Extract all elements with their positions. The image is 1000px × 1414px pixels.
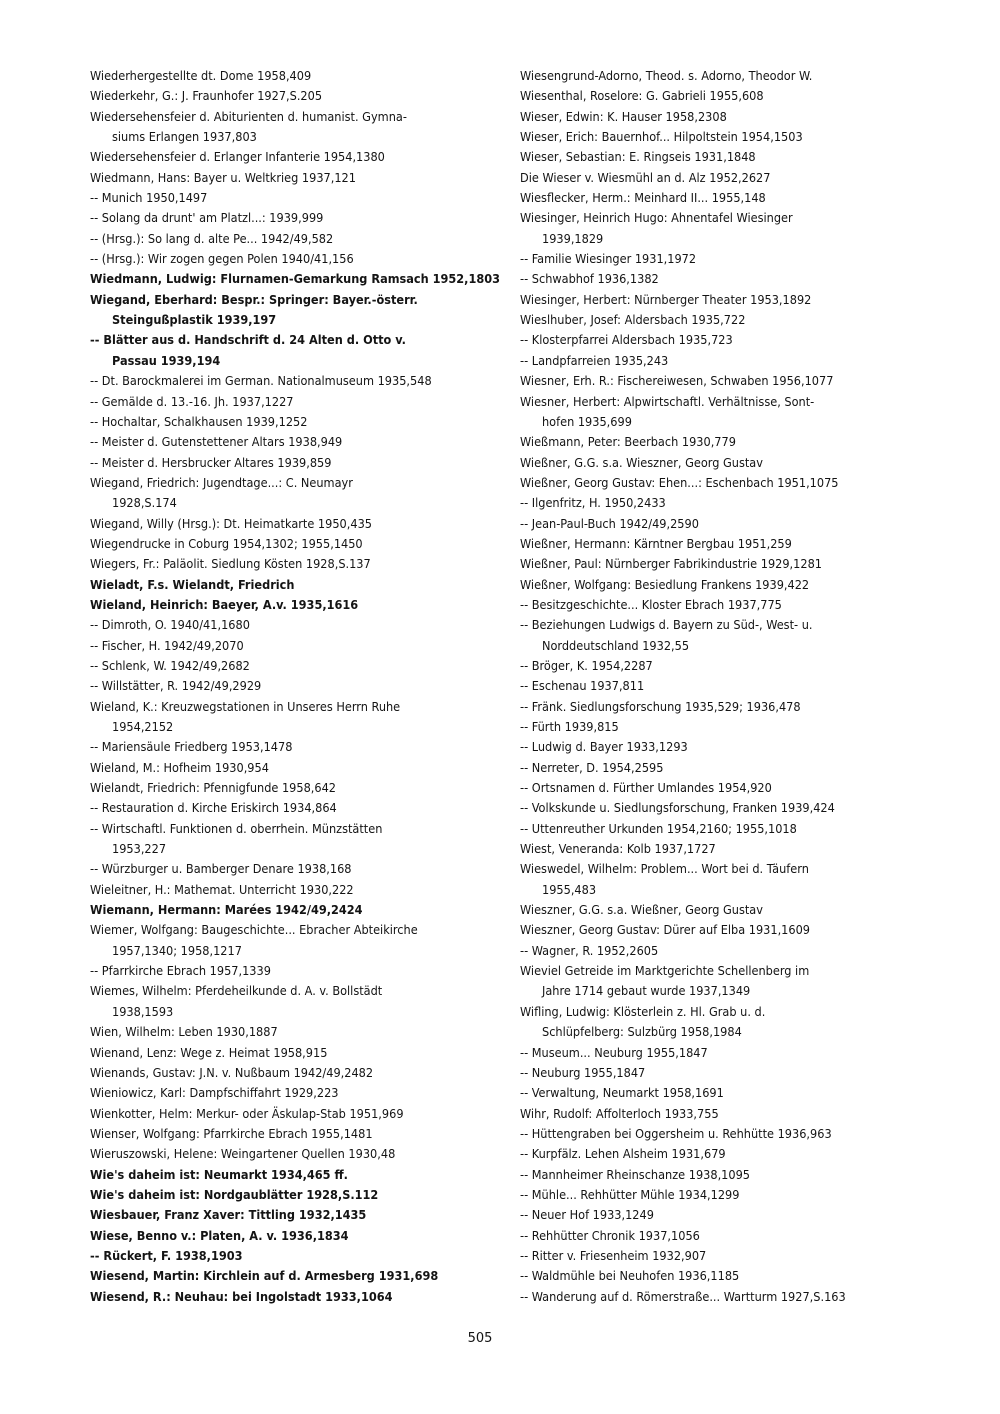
index-entry: -- Uttenreuther Urkunden 1954,2160; 1955,1018: [520, 820, 797, 836]
index-entry: 1939,1829: [542, 230, 604, 246]
index-entry: -- Landpfarreien 1935,243: [520, 352, 669, 368]
index-entry: -- Ilgenfritz, H. 1950,2433: [520, 495, 666, 511]
index-entry: -- (Hrsg.): So lang d. alte Pe... 1942/49,582: [90, 230, 334, 246]
index-entry: -- Schwabhof 1936,1382: [520, 271, 659, 287]
index-entry: -- Neuburg 1955,1847: [520, 1064, 646, 1080]
index-entry: -- Rehhütter Chronik 1937,1056: [520, 1227, 700, 1243]
index-entry: -- Ritter v. Friesenheim 1932,907: [520, 1247, 707, 1263]
index-entry: Norddeutschland 1932,55: [542, 637, 690, 653]
index-entry: Wiesend, R.: Neuhau: bei Ingolstadt 1933,1064: [90, 1288, 393, 1304]
index-entry: -- Wagner, R. 1952,2605: [520, 942, 659, 958]
index-entry: Wielandt, Friedrich: Pfennigfunde 1958,642: [90, 780, 337, 796]
index-entry: Wieviel Getreide im Marktgerichte Schellenberg im: [520, 963, 810, 979]
index-entry: Wiest, Veneranda: Kolb 1937,1727: [520, 841, 716, 857]
index-entry: -- Wirtschaftl. Funktionen d. oberrhein. Münzstätten: [90, 820, 383, 836]
index-entry: Wihr, Rudolf: Affolterloch 1933,755: [520, 1105, 719, 1121]
index-entry: -- Mannheimer Rheinschanze 1938,1095: [520, 1166, 750, 1182]
index-entry: Wiesinger, Heinrich Hugo: Ahnentafel Wiesinger: [520, 210, 793, 226]
index-entry: -- Mühle... Rehhütter Mühle 1934,1299: [520, 1186, 740, 1202]
index-entry: -- Fränk. Siedlungsforschung 1935,529; 1936,478: [520, 698, 801, 714]
index-entry: Wiegand, Friedrich: Jugendtage...: C. Neumayr: [90, 474, 353, 490]
index-entry: Wiesenthal, Roselore: G. Gabrieli 1955,608: [520, 88, 764, 104]
index-entry: Wiesbauer, Franz Xaver: Tittling 1932,1435: [90, 1207, 367, 1223]
index-entry: Wieser, Erich: Bauernhof... Hilpoltstein 1954,1503: [520, 129, 803, 145]
index-entry: Wieleitner, H.: Mathemat. Unterricht 1930,222: [90, 881, 354, 897]
index-entry: Wiegand, Eberhard: Bespr.: Springer: Bayer.-österr.: [90, 291, 418, 307]
index-entry: 1938,1593: [112, 1003, 174, 1019]
index-entry: -- Gemälde d. 13.-16. Jh. 1937,1227: [90, 393, 294, 409]
index-entry: Wifling, Ludwig: Klösterlein z. Hl. Grab u. d.: [520, 1003, 766, 1019]
index-entry: -- Fischer, H. 1942/49,2070: [90, 637, 244, 653]
index-entry: -- Ludwig d. Bayer 1933,1293: [520, 739, 688, 755]
index-entry: -- Familie Wiesinger 1931,1972: [520, 251, 697, 267]
index-entry: -- Klosterpfarrei Aldersbach 1935,723: [520, 332, 733, 348]
index-entry: -- Pfarrkirche Ebrach 1957,1339: [90, 963, 271, 979]
index-entry: -- Besitzgeschichte... Kloster Ebrach 1937,775: [520, 596, 782, 612]
index-entry: Wiesflecker, Herm.: Meinhard II... 1955,148: [520, 190, 766, 206]
index-entry: Steingußplastik 1939,197: [112, 312, 277, 328]
index-entry: Jahre 1714 gebaut wurde 1937,1349: [542, 983, 751, 999]
index-entry: -- Museum... Neuburg 1955,1847: [520, 1044, 708, 1060]
index-entry: Wiederhergestellte dt. Dome 1958,409: [90, 68, 312, 83]
index-entry: 1954,2152: [112, 719, 174, 734]
index-entry: -- Hochaltar, Schalkhausen 1939,1252: [90, 413, 308, 429]
index-entry: Wienser, Wolfgang: Pfarrkirche Ebrach 1955,1481: [90, 1125, 373, 1141]
index-entry: Wießner, Georg Gustav: Ehen...: Eschenbach 1951,1075: [520, 474, 839, 490]
index-entry: Wieland, Heinrich: Baeyer, A.v. 1935,1616: [90, 596, 359, 612]
index-entry: -- Dt. Barockmalerei im German. Nationalmuseum 1935,548: [90, 373, 432, 389]
index-entry: -- Jean-Paul-Buch 1942/49,2590: [520, 515, 699, 531]
index-entry: Wiemes, Wilhelm: Pferdeheilkunde d. A. v. Bollstädt: [90, 983, 383, 999]
index-entry: -- Bröger, K. 1954,2287: [520, 657, 653, 673]
index-entry: Wieland, M.: Hofheim 1930,954: [90, 759, 269, 775]
index-entry: Wiesner, Herbert: Alpwirtschaftl. Verhältnisse, Sont-: [520, 393, 815, 409]
index-entry: Wiesend, Martin: Kirchlein auf d. Armesberg 1931,698: [90, 1268, 439, 1284]
index-entry: Wiegand, Willy (Hrsg.): Dt. Heimatkarte 1950,435: [90, 515, 372, 531]
index-entry: -- Kurpfälz. Lehen Alsheim 1931,679: [520, 1146, 726, 1162]
index-entry: Wiederkehr, G.: J. Fraunhofer 1927,S.205: [90, 88, 323, 104]
index-entry: Wiemer, Wolfgang: Baugeschichte... Ebracher Abteikirche: [90, 922, 418, 938]
index-entry: -- Meister d. Gutenstettener Altars 1938,949: [90, 434, 343, 450]
index-entry: -- Waldmühle bei Neuhofen 1936,1185: [520, 1268, 740, 1284]
index-entry: Wien, Wilhelm: Leben 1930,1887: [90, 1024, 278, 1040]
index-entry: Die Wieser v. Wiesmühl an d. Alz 1952,2627: [520, 169, 771, 185]
index-entry: -- Rückert, F. 1938,1903: [90, 1247, 243, 1263]
index-entry: -- Meister d. Hersbrucker Altares 1939,859: [90, 454, 332, 470]
index-entry: Wießner, Hermann: Kärntner Bergbau 1951,259: [520, 535, 792, 551]
index-entry: Wieswedel, Wilhelm: Problem... Wort bei d. Täufern: [520, 861, 809, 877]
index-entry: Wienand, Lenz: Wege z. Heimat 1958,915: [90, 1044, 328, 1060]
index-entry: -- Munich 1950,1497: [90, 190, 208, 206]
index-entry: Wiedersehensfeier d. Abiturienten d. humanist. Gymna-: [90, 108, 407, 124]
index-entry: Wiedersehensfeier d. Erlanger Infanterie 1954,1380: [90, 149, 385, 165]
index-entry: Wieszner, G.G. s.a. Wießner, Georg Gustav: [520, 902, 763, 918]
page-number: 505: [467, 1331, 493, 1346]
index-entry: Wiedmann, Hans: Bayer u. Weltkrieg 1937,121: [90, 169, 356, 185]
index-entry: Wießner, Paul: Nürnberger Fabrikindustrie 1929,1281: [520, 556, 822, 572]
index-entry: Wiese, Benno v.: Platen, A. v. 1936,1834: [90, 1227, 349, 1243]
index-entry: Wiedmann, Ludwig: Flurnamen-Gemarkung Ramsach 1952,1803: [90, 271, 501, 287]
index-entry: Wiesengrund-Adorno, Theod. s. Adorno, Theodor W.: [520, 68, 813, 83]
index-entry: -- Solang da drunt' am Platzl...: 1939,999: [90, 210, 324, 226]
index-entry: -- Fürth 1939,815: [520, 719, 619, 734]
index-entry: Wieszner, Georg Gustav: Dürer auf Elba 1931,1609: [520, 922, 811, 938]
index-entry: -- Würzburger u. Bamberger Denare 1938,168: [90, 861, 352, 877]
index-entry: Wiegendrucke in Coburg 1954,1302; 1955,1450: [90, 535, 363, 551]
index-entry: Wießner, G.G. s.a. Wieszner, Georg Gustav: [520, 454, 763, 470]
index-entry: Wieser, Sebastian: E. Ringseis 1931,1848: [520, 149, 756, 165]
index-entry: -- Neuer Hof 1933,1249: [520, 1207, 654, 1223]
index-entry: -- Ortsnamen d. Fürther Umlandes 1954,920: [520, 780, 772, 796]
index-entry: Wießmann, Peter: Beerbach 1930,779: [520, 434, 736, 450]
right-column: [520, 66, 920, 1307]
index-entry: -- Mariensäule Friedberg 1953,1478: [90, 739, 293, 755]
index-entry: Wieslhuber, Josef: Aldersbach 1935,722: [520, 312, 746, 328]
index-entry: Wieser, Edwin: K. Hauser 1958,2308: [520, 108, 727, 124]
index-entry: -- Dimroth, O. 1940/41,1680: [90, 617, 250, 633]
index-entry: Wießner, Wolfgang: Besiedlung Frankens 1939,422: [520, 576, 810, 592]
index-entry: -- Volkskunde u. Siedlungsforschung, Franken 1939,424: [520, 800, 835, 816]
index-entry: Schlüpfelberg: Sulzbürg 1958,1984: [542, 1024, 742, 1040]
index-entry: Wieruszowski, Helene: Weingartener Quellen 1930,48: [90, 1146, 396, 1162]
index-entry: Wieland, K.: Kreuzwegstationen in Unseres Herrn Ruhe: [90, 698, 401, 714]
index-entry: 1928,S.174: [112, 495, 177, 511]
index-entry: -- Verwaltung, Neumarkt 1958,1691: [520, 1085, 724, 1101]
index-entry: -- (Hrsg.): Wir zogen gegen Polen 1940/41,156: [90, 251, 354, 267]
index-entry: -- Restauration d. Kirche Eriskirch 1934,864: [90, 800, 337, 816]
index-entry: -- Willstätter, R. 1942/49,2929: [90, 678, 262, 694]
index-entry: Wiesner, Erh. R.: Fischereiwesen, Schwaben 1956,1077: [520, 373, 834, 389]
index-entry: 1953,227: [112, 841, 167, 857]
index-entry: Wie's daheim ist: Nordgaublätter 1928,S.112: [90, 1186, 379, 1202]
index-entry: Wiesinger, Herbert: Nürnberger Theater 1953,1892: [520, 291, 812, 307]
index-entry: -- Hüttengraben bei Oggersheim u. Rehhütte 1936,963: [520, 1125, 832, 1141]
index-entry: siums Erlangen 1937,803: [112, 129, 257, 145]
index-entry: hofen 1935,699: [542, 413, 632, 429]
index-entry: -- Schlenk, W. 1942/49,2682: [90, 657, 250, 673]
index-entry: Wiegers, Fr.: Paläolit. Siedlung Kösten 1928,S.137: [90, 556, 371, 572]
index-entry: 1955,483: [542, 881, 597, 897]
index-entry: -- Eschenau 1937,811: [520, 678, 645, 694]
left-column: [90, 66, 501, 1307]
index-entry: -- Nerreter, D. 1954,2595: [520, 759, 664, 775]
index-entry: Wienands, Gustav: J.N. v. Nußbaum 1942/49,2482: [90, 1064, 374, 1080]
index-entry: Passau 1939,194: [112, 352, 221, 368]
index-entry: -- Beziehungen Ludwigs d. Bayern zu Süd-, West- u.: [520, 617, 813, 633]
index-entry: Wie's daheim ist: Neumarkt 1934,465 ff.: [90, 1166, 348, 1182]
index-entry: -- Blätter aus d. Handschrift d. 24 Alten d. Otto v.: [90, 332, 406, 348]
index-entry: Wieladt, F.s. Wielandt, Friedrich: [90, 576, 295, 592]
index-entry: -- Wanderung auf d. Römerstraße... Wartturm 1927,S.163: [520, 1288, 846, 1304]
index-entry: Wiemann, Hermann: Marées 1942/49,2424: [90, 902, 363, 918]
index-entry: Wienkotter, Helm: Merkur- oder Äskulap-Stab 1951,969: [90, 1105, 404, 1121]
index-entry: Wieniowicz, Karl: Dampfschiffahrt 1929,223: [90, 1085, 339, 1101]
index-entry: 1957,1340; 1958,1217: [112, 942, 242, 958]
